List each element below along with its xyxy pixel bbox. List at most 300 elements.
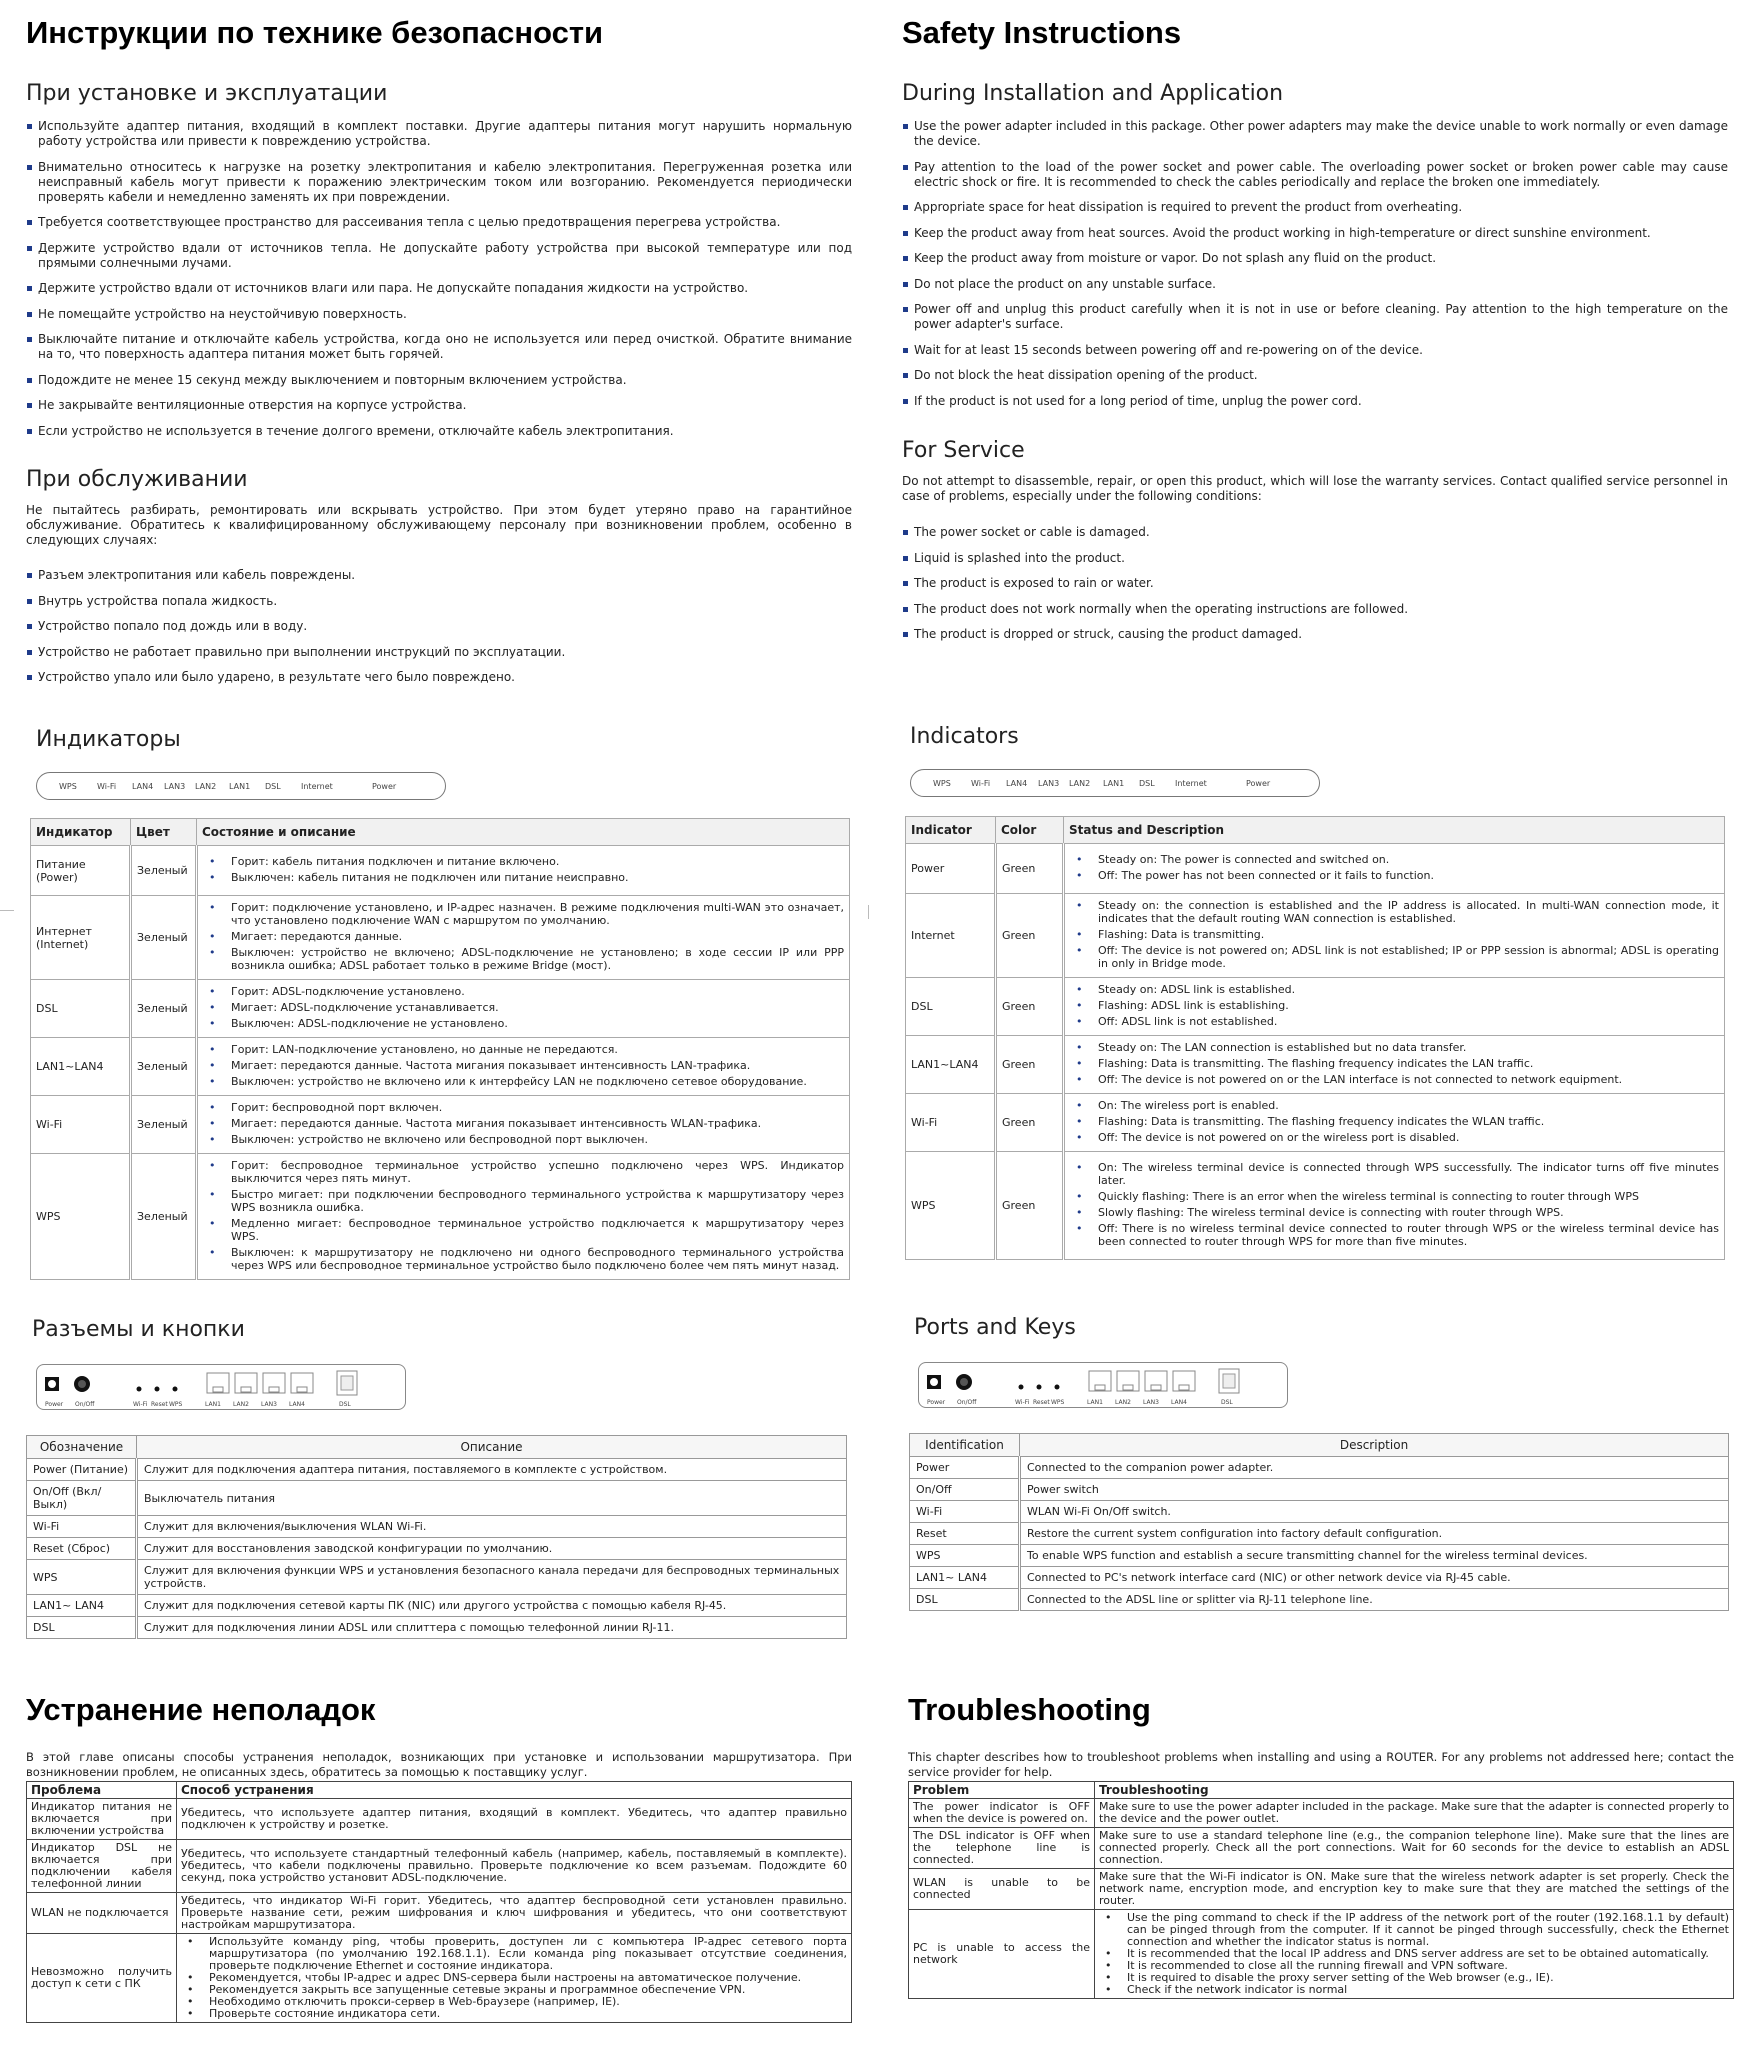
list-item: Внутрь устройства попала жидкость. [26, 594, 852, 609]
solution-cell: Убедитесь, что используете адаптер питания, входящий в комплект. Убедитесь, что адаптер правильно подключен к устройству и розетке. [177, 1799, 852, 1840]
column-header: Identification [910, 1434, 1020, 1457]
problem-cell: Невозможно получить доступ к сети с ПК [27, 1934, 177, 2023]
indicator-description [197, 980, 850, 1038]
table-row [906, 1094, 1725, 1152]
status-item: • Выключен: ADSL-подключение не установлено. [203, 1017, 844, 1030]
solution-item: • Используйте команду ping, чтобы проверить, доступен ли с компьютера IP-адрес сетевого порта маршрутизатора (по умолчанию 192.168.1.1). Если команда ping показывает отсутствие соединения, проверьте подключение Ethernet и состояние индикатора. [181, 1936, 847, 1972]
port-label: On/Off [957, 1399, 977, 1406]
solution-cell: Make sure to use a standard telephone line (e.g., the companion telephone line). Make sure that the lines are connected properly. Check all the port connections. Wait for 60 seconds for the device to establish an ADSL connection. [1095, 1828, 1734, 1869]
ru-service-heading: При обслуживании [26, 467, 248, 492]
indicator-name: WPS [906, 1152, 996, 1260]
indicator-color: Зеленый [131, 1096, 197, 1154]
problem-cell: Индикатор DSL не включается при подключении кабеля телефонной линии [27, 1840, 177, 1893]
port-label: Reset [151, 1401, 168, 1408]
lan-port-latch [269, 1387, 279, 1392]
status-list [1070, 853, 1719, 882]
status-item: • Горит: ADSL-подключение установлено. [203, 985, 844, 998]
solution-cell: Make sure to use the power adapter included in the package. Make sure that the adapter is connected properly to the device and the power outlet. [1095, 1799, 1734, 1828]
en-service-intro: Do not attempt to disassemble, repair, or open this product, which will lose the warranty services. Contact qualified service personnel in case of problems, especially under the following conditions: [902, 474, 1728, 503]
status-list [203, 985, 844, 1030]
solution-item: • Check if the network indicator is normal [1099, 1984, 1729, 1996]
table-row [910, 1523, 1729, 1545]
indicator-color: Зеленый [131, 980, 197, 1038]
ru-indicators-table-wrap [30, 818, 850, 1280]
key-description: Connected to the ADSL line or splitter via RJ-11 telephone line. [1020, 1589, 1729, 1611]
status-item: • Flashing: Data is transmitting. [1070, 928, 1719, 941]
lan-port-latch [241, 1387, 251, 1392]
status-item: • On: The wireless terminal device is connected through WPS successfully. The indicator turns off five minutes later. [1070, 1161, 1719, 1187]
status-item: • Выключен: к маршрутизатору не подключено ни одного беспроводного терминального устройства через WPS или беспроводное терминальное устройство было подключено более чем пять минут назад. [203, 1246, 844, 1272]
key-description: Служит для подключения адаптера питания, поставляемого в комплекте с устройством. [137, 1459, 847, 1481]
en-install-heading: During Installation and Application [902, 81, 1284, 106]
problem-cell: WLAN не подключается [27, 1893, 177, 1934]
table-row [31, 1096, 850, 1154]
list-item: Keep the product away from heat sources. Avoid the product working in high-temperature or direct sunshine environment. [902, 226, 1728, 241]
dsl-port-inner [341, 1376, 353, 1390]
port-label: DSL [339, 1401, 351, 1408]
status-list [203, 1159, 844, 1272]
en-led-panel [910, 769, 1320, 797]
table-header-row [910, 1434, 1729, 1457]
table-row [910, 1567, 1729, 1589]
indicator-name: Wi-Fi [31, 1096, 131, 1154]
led-label: LAN3 [1038, 779, 1060, 788]
list-item: Do not place the product on any unstable surface. [902, 277, 1728, 292]
ru-service-intro: Не пытайтесь разбирать, ремонтировать или вскрывать устройство. При этом будет утеряно право на гарантийное обслуживание. Обратитесь к квалифицированному обслуживающему персоналу при возникновении проблем, особенно в следующих случаях: [26, 503, 852, 547]
table-row [27, 1560, 847, 1595]
status-item: • Off: The device is not powered on; ADSL link is not established; IP or PPP session is abnormal; ADSL is operating in only in Bridge mode. [1070, 944, 1719, 970]
port-label: LAN2 [1115, 1399, 1131, 1406]
table-row [31, 1038, 850, 1096]
ru-indicators-heading: Индикаторы [36, 727, 181, 752]
ru-ports-heading: Разъемы и кнопки [32, 1317, 245, 1342]
key-identification: WPS [27, 1560, 137, 1595]
column-header: Description [1020, 1434, 1729, 1457]
column-header: Indicator [906, 817, 996, 844]
indicator-name: WPS [31, 1154, 131, 1280]
indicator-color: Зеленый [131, 1154, 197, 1280]
en-page-title: Safety Instructions [902, 15, 1182, 50]
status-item: • Flashing: ADSL link is establishing. [1070, 999, 1719, 1012]
table-header-row [906, 817, 1725, 844]
list-item: Wait for at least 15 seconds between powering off and re-powering on of the device. [902, 343, 1728, 358]
led-label: WPS [933, 779, 951, 788]
port-label: LAN1 [1087, 1399, 1103, 1406]
status-item: • Горит: LAN-подключение установлено, но данные не передаются. [203, 1043, 844, 1056]
list-item: Если устройство не используется в течение долгого времени, отключайте кабель электропитания. [26, 424, 852, 439]
list-item: Liquid is splashed into the product. [902, 551, 1728, 566]
status-item: • Медленно мигает: беспроводное терминальное устройство подключается к маршрутизатору через WPS. [203, 1217, 844, 1243]
led-label: LAN2 [1069, 779, 1091, 788]
indicator-description [197, 896, 850, 980]
problem-cell: The DSL indicator is OFF when the telephone line is connected. [909, 1828, 1095, 1869]
lan-port-latch [1151, 1385, 1161, 1390]
indicator-description [197, 1038, 850, 1096]
button-dot-icon [1055, 1385, 1060, 1390]
table-row [906, 894, 1725, 978]
status-item: • Выключен: кабель питания не подключен или питание неисправно. [203, 871, 844, 884]
status-item: • Горит: беспроводной порт включен. [203, 1101, 844, 1114]
list-item: The product is dropped or struck, causing the product damaged. [902, 627, 1728, 642]
indicator-color: Зеленый [131, 846, 197, 896]
led-label: LAN4 [1006, 779, 1028, 788]
solution-list [181, 1936, 847, 2020]
status-item: • Горит: подключение установлено, и IP-адрес назначен. В режиме подключения multi-WAN это означает, что установлено подключение WAN с маршрутом по умолчанию. [203, 901, 844, 927]
table-row [909, 1869, 1734, 1910]
lan-port-latch [1179, 1385, 1189, 1390]
indicator-description [197, 1154, 850, 1280]
table-row [909, 1910, 1734, 1999]
list-item: The product does not work normally when the operating instructions are followed. [902, 602, 1728, 617]
ru-troubleshooting-intro: В этой главе описаны способы устранения неполадок, возникающих при установке и использовании маршрутизатора. При возникновении проблем, не описанных здесь, обратитесь за помощью к поставщику услуг. [26, 1750, 852, 1779]
key-description: Служит для включения/выключения WLAN Wi-Fi. [137, 1516, 847, 1538]
solution-item: • Необходимо отключить прокси-сервер в Web-браузере (например, IE). [181, 1996, 847, 2008]
table-row [910, 1589, 1729, 1611]
key-identification: LAN1~ LAN4 [27, 1595, 137, 1617]
status-item: • Steady on: The LAN connection is established but no data transfer. [1070, 1041, 1719, 1054]
table-row [910, 1545, 1729, 1567]
lan-port-latch [213, 1387, 223, 1392]
list-item: Do not block the heat dissipation opening of the product. [902, 368, 1728, 383]
key-identification: Reset [910, 1523, 1020, 1545]
status-item: • Выключен: устройство не включено или беспроводной порт выключен. [203, 1133, 844, 1146]
key-identification: DSL [910, 1589, 1020, 1611]
indicator-name: Internet [906, 894, 996, 978]
list-item: Use the power adapter included in this package. Other power adapters may make the device unable to work normally or even damage the device. [902, 119, 1728, 149]
indicator-color: Green [996, 1094, 1064, 1152]
solution-item: • It is recommended that the local IP address and DNS server address are set to be obtained automatically. [1099, 1948, 1729, 1960]
solution-cell: Убедитесь, что используете стандартный телефонный кабель (например, кабель, поставляемый в комплекте). Убедитесь, что кабели подключены правильно. Проверьте подключение ко всем разъемам. Подождите 60 секунд, пока устройство установит ADSL-подключение. [177, 1840, 852, 1893]
table-row [27, 1595, 847, 1617]
led-label: Internet [301, 782, 333, 791]
solution-cell: Убедитесь, что индикатор Wi-Fi горит. Убедитесь, что адаптер беспроводной сети установлен правильно. Проверьте название сети, режим шифрования и ключ шифрования и убедитесь, что они соответствуют настройкам маршрутизатора. [177, 1893, 852, 1934]
key-identification: WPS [910, 1545, 1020, 1567]
status-list [203, 901, 844, 972]
en-ts-table-wrap [908, 1781, 1734, 1999]
table-row [910, 1479, 1729, 1501]
status-list [1070, 899, 1719, 970]
led-label: WPS [59, 782, 77, 791]
dsl-port-inner [1223, 1374, 1235, 1388]
port-label: Reset [1033, 1399, 1050, 1406]
on-off-switch-center [78, 1380, 86, 1388]
table-row [906, 978, 1725, 1036]
column-header: Описание [137, 1436, 847, 1459]
indicator-description [197, 846, 850, 896]
indicator-name: Wi-Fi [906, 1094, 996, 1152]
table-row [31, 980, 850, 1038]
column-header: Способ устранения [177, 1782, 852, 1799]
left-edge-mark [0, 910, 14, 911]
status-list [1070, 1041, 1719, 1086]
table-row [909, 1799, 1734, 1828]
table-row [31, 896, 850, 980]
column-header: Индикатор [31, 819, 131, 846]
en-keys-table [909, 1433, 1729, 1611]
port-label: Power [45, 1401, 64, 1408]
key-identification: Power (Питание) [27, 1459, 137, 1481]
led-label: LAN4 [132, 782, 154, 791]
status-list [203, 1043, 844, 1088]
port-label: Power [927, 1399, 946, 1406]
key-description: Служит для подключения линии ADSL или сплиттера с помощью телефонной линии RJ-11. [137, 1617, 847, 1639]
table-row [27, 1617, 847, 1639]
led-label: LAN3 [164, 782, 186, 791]
indicator-name: LAN1~LAN4 [31, 1038, 131, 1096]
port-label: WPS [169, 1401, 183, 1408]
indicator-description [1064, 1094, 1725, 1152]
table-header-row [909, 1782, 1734, 1799]
key-identification: Power [910, 1457, 1020, 1479]
status-item: • Steady on: The power is connected and switched on. [1070, 853, 1719, 866]
problem-cell: The power indicator is OFF when the device is powered on. [909, 1799, 1095, 1828]
status-item: • Горит: кабель питания подключен и питание включено. [203, 855, 844, 868]
status-item: • Off: There is no wireless terminal device connected to router through WPS or the wireless terminal device has been connected to router through WPS for more than five minutes. [1070, 1222, 1719, 1248]
key-description: Power switch [1020, 1479, 1729, 1501]
lan-port-latch [1095, 1385, 1105, 1390]
status-item: • Flashing: Data is transmitting. The flashing frequency indicates the LAN traffic. [1070, 1057, 1719, 1070]
key-identification: Wi-Fi [27, 1516, 137, 1538]
table-row [906, 1152, 1725, 1260]
key-description: Connected to PC's network interface card (NIC) or other network device via RJ-45 cable. [1020, 1567, 1729, 1589]
status-item: • Горит: беспроводное терминальное устройство успешно подключено через WPS. Индикатор выключится через пять минут. [203, 1159, 844, 1185]
status-item: • Выключен: устройство не включено; ADSL-подключение не установлено; в ходе сессии IP или PPP возникла ошибка; ADSL работает только в режиме Bridge (мост). [203, 946, 844, 972]
en-indicators-table-wrap [905, 816, 1725, 1260]
indicator-name: DSL [31, 980, 131, 1038]
list-item: The power socket or cable is damaged. [902, 525, 1728, 540]
status-item: • Quickly flashing: There is an error when the wireless terminal is connecting to router through WPS [1070, 1190, 1719, 1203]
lan-port-latch [1123, 1385, 1133, 1390]
ru-service-list [26, 568, 852, 696]
indicator-description [1064, 978, 1725, 1036]
status-list [203, 1101, 844, 1146]
ports-drawing [919, 1363, 1289, 1409]
button-dot-icon [137, 1387, 142, 1392]
button-dot-icon [155, 1387, 160, 1392]
list-item: Держите устройство вдали от источников влаги или пара. Не допускайте попадания жидкости на устройство. [26, 281, 852, 296]
solution-item: • Use the ping command to check if the IP address of the network port of the router (192.168.1.1 by default) can be pinged through from the computer. If it cannot be pinged through successfully, check the Ethernet connection and whether the indicator status is normal. [1099, 1912, 1729, 1948]
problem-cell: Индикатор питания не включается при включении устройства [27, 1799, 177, 1840]
table-row [906, 844, 1725, 894]
status-item: • Мигает: передаются данные. Частота мигания показывает интенсивность LAN-трафика. [203, 1059, 844, 1072]
list-item: The product is exposed to rain or water. [902, 576, 1728, 591]
key-description: Служит для подключения сетевой карты ПК (NIC) или другого устройства с помощью кабеля RJ-45. [137, 1595, 847, 1617]
table-row [27, 1934, 852, 2023]
status-item: • Off: ADSL link is not established. [1070, 1015, 1719, 1028]
table-row [27, 1516, 847, 1538]
lan-port-latch [297, 1387, 307, 1392]
button-dot-icon [1037, 1385, 1042, 1390]
status-item: • Steady on: ADSL link is established. [1070, 983, 1719, 996]
port-label: LAN2 [233, 1401, 249, 1408]
led-label: LAN1 [229, 782, 251, 791]
solution-item: • Проверьте состояние индикатора сети. [181, 2008, 847, 2020]
indicator-name: Power [906, 844, 996, 894]
column-header: Обозначение [27, 1436, 137, 1459]
indicator-description [1064, 844, 1725, 894]
list-item: Не закрывайте вентиляционные отверстия на корпусе устройства. [26, 398, 852, 413]
solution-item: • Рекомендуется закрыть все запущенные сетевые экраны и программное обеспечение VPN. [181, 1984, 847, 1996]
solution-cell: Make sure that the Wi-Fi indicator is ON. Make sure that the wireless network adapter is set properly. Check the network name, encryption mode, and encryption key to make sure that they are matched the settings of the router. [1095, 1869, 1734, 1910]
on-off-switch-center [960, 1378, 968, 1386]
indicator-color: Зеленый [131, 1038, 197, 1096]
column-header: Цвет [131, 819, 197, 846]
list-item: Устройство упало или было ударено, в результате чего было повреждено. [26, 670, 852, 685]
en-ports-panel [918, 1362, 1288, 1408]
led-label: Wi-Fi [971, 779, 991, 788]
key-description: To enable WPS function and establish a secure transmitting channel for the wireless terminal devices. [1020, 1545, 1729, 1567]
key-identification: On/Off [910, 1479, 1020, 1501]
status-item: • Off: The device is not powered on or the LAN interface is not connected to network equipment. [1070, 1073, 1719, 1086]
column-header: Color [996, 817, 1064, 844]
indicator-name: Интернет (Internet) [31, 896, 131, 980]
port-label: LAN4 [289, 1401, 305, 1408]
status-item: • Flashing: Data is transmitting. The flashing frequency indicates the WLAN traffic. [1070, 1115, 1719, 1128]
port-label: LAN3 [261, 1401, 277, 1408]
table-row [910, 1501, 1729, 1523]
ru-troubleshooting-table [26, 1781, 852, 2023]
led-label: DSL [1139, 779, 1155, 788]
center-divider-mark [868, 905, 869, 919]
solution-cell [1095, 1910, 1734, 1999]
key-identification: On/Off (Вкл/Выкл) [27, 1481, 137, 1516]
solution-item: • It is required to disable the proxy server setting of the Web browser (e.g., IE). [1099, 1972, 1729, 1984]
button-dot-icon [173, 1387, 178, 1392]
problem-cell: PC is unable to access the network [909, 1910, 1095, 1999]
port-label: Wi-Fi [1015, 1399, 1030, 1406]
status-item: • Steady on: the connection is established and the IP address is allocated. In multi-WAN connection mode, it indicates that the default routing WAN connection is established. [1070, 899, 1719, 925]
status-list [203, 855, 844, 884]
indicator-name: Питание (Power) [31, 846, 131, 896]
table-row [909, 1828, 1734, 1869]
key-description: Restore the current system configuration into factory default configuration. [1020, 1523, 1729, 1545]
ru-install-heading: При установке и эксплуатации [26, 81, 388, 106]
en-troubleshooting-intro: This chapter describes how to troubleshoot problems when installing and using a ROUTER. For any problems not addressed here; contact the service provider for help. [908, 1750, 1734, 1779]
en-service-heading: For Service [902, 438, 1025, 463]
en-ports-heading: Ports and Keys [914, 1315, 1076, 1340]
solution-list [1099, 1912, 1729, 1996]
column-header: Состояние и описание [197, 819, 850, 846]
key-description: WLAN Wi-Fi On/Off switch. [1020, 1501, 1729, 1523]
table-row [910, 1457, 1729, 1479]
indicator-name: DSL [906, 978, 996, 1036]
column-header: Troubleshooting [1095, 1782, 1734, 1799]
column-header: Проблема [27, 1782, 177, 1799]
key-identification: Wi-Fi [910, 1501, 1020, 1523]
list-item: Используйте адаптер питания, входящий в комплект поставки. Другие адаптеры питания могут нарушить нормальную работу устройства или привести к повреждению устройства. [26, 119, 852, 149]
ru-led-panel [36, 772, 446, 800]
indicator-description [1064, 894, 1725, 978]
table-header-row [27, 1436, 847, 1459]
key-description: Служит для восстановления заводской конфигурации по умолчанию. [137, 1538, 847, 1560]
led-label: Internet [1175, 779, 1207, 788]
en-install-list [902, 119, 1728, 419]
power-jack-hole [48, 1380, 56, 1388]
en-keys-table-wrap [909, 1433, 1729, 1611]
status-item: • Мигает: передаются данные. Частота мигания показывает интенсивность WLAN-трафика. [203, 1117, 844, 1130]
port-label: LAN1 [205, 1401, 221, 1408]
list-item: Pay attention to the load of the power socket and power cable. The overloading power socket or broken power cable may cause electric shock or fire. It is recommended to check the cables periodically and replace the broken one immediately. [902, 160, 1728, 190]
led-label: Wi-Fi [97, 782, 117, 791]
port-label: Wi-Fi [133, 1401, 148, 1408]
list-item: Power off and unplug this product carefully when it is not in use or before cleaning. Pay attention to the high temperature on the power adapter's surface. [902, 302, 1728, 332]
indicator-color: Green [996, 894, 1064, 978]
table-header-row [31, 819, 850, 846]
indicator-color: Зеленый [131, 896, 197, 980]
key-description: Служит для включения функции WPS и установления безопасного канала передачи для беспроводных терминальных устройств. [137, 1560, 847, 1595]
indicator-description [197, 1096, 850, 1154]
status-list [1070, 983, 1719, 1028]
port-label: LAN4 [1171, 1399, 1187, 1406]
status-item: • Off: The power has not been connected or it fails to function. [1070, 869, 1719, 882]
status-item: • Быстро мигает: при подключении беспроводного терминального устройства к маршрутизатору через WPS возникла ошибка. [203, 1188, 844, 1214]
indicator-color: Green [996, 978, 1064, 1036]
list-item: Выключайте питание и отключайте кабель устройства, когда оно не используется или перед очисткой. Обратите внимание на то, что поверхность адаптера питания может быть горячей. [26, 332, 852, 362]
solution-item: • Рекомендуется, чтобы IP-адрес и адрес DNS-сервера были настроены на автоматическое получение. [181, 1972, 847, 1984]
port-label: WPS [1051, 1399, 1065, 1406]
key-description: Выключатель питания [137, 1481, 847, 1516]
list-item: Устройство не работает правильно при выполнении инструкций по эксплуатации. [26, 645, 852, 660]
indicator-color: Green [996, 844, 1064, 894]
list-item: Внимательно относитесь к нагрузке на розетку электропитания и кабелю электропитания. Перегруженная розетка или неисправный кабель могут привести к поражению электрическим током или возгоранию. Рекомендуется периодически проверять кабели и немедленно заменять их при повреждении. [26, 160, 852, 205]
list-item: If the product is not used for a long period of time, unplug the power cord. [902, 394, 1728, 409]
en-indicators-table [905, 816, 1725, 1260]
en-indicators-heading: Indicators [910, 724, 1019, 749]
key-identification: DSL [27, 1617, 137, 1639]
table-row [27, 1893, 852, 1934]
indicator-color: Green [996, 1152, 1064, 1260]
table-row [27, 1481, 847, 1516]
ru-troubleshooting-title: Устранение неполадок [26, 1692, 376, 1727]
indicator-description [1064, 1036, 1725, 1094]
status-item: • On: The wireless port is enabled. [1070, 1099, 1719, 1112]
solution-item: • It is recommended to close all the running firewall and VPN software. [1099, 1960, 1729, 1972]
column-header: Problem [909, 1782, 1095, 1799]
list-item: Держите устройство вдали от источников тепла. Не допускайте работу устройства при высокой температуре или под прямыми солнечными лучами. [26, 241, 852, 271]
column-header: Status and Description [1064, 817, 1725, 844]
list-item: Устройство попало под дождь или в воду. [26, 619, 852, 634]
port-label: DSL [1221, 1399, 1233, 1406]
ru-keys-table-wrap [26, 1435, 847, 1639]
status-list [1070, 1099, 1719, 1144]
power-jack-hole [930, 1378, 938, 1386]
led-label: Power [1246, 779, 1271, 788]
ru-indicators-table [30, 818, 850, 1280]
ru-ports-panel [36, 1364, 406, 1410]
status-list [1070, 1161, 1719, 1248]
en-troubleshooting-title: Troubleshooting [908, 1692, 1151, 1727]
ru-install-list [26, 119, 852, 449]
status-item: • Мигает: ADSL-подключение устанавливается. [203, 1001, 844, 1014]
led-label: DSL [265, 782, 281, 791]
key-description: Connected to the companion power adapter. [1020, 1457, 1729, 1479]
button-dot-icon [1019, 1385, 1024, 1390]
en-troubleshooting-table [908, 1781, 1734, 1999]
ru-keys-table [26, 1435, 847, 1639]
indicator-description [1064, 1152, 1725, 1260]
list-item: Не помещайте устройство на неустойчивую поверхность. [26, 307, 852, 322]
status-item: • Мигает: передаются данные. [203, 930, 844, 943]
table-row [27, 1538, 847, 1560]
key-identification: LAN1~ LAN4 [910, 1567, 1020, 1589]
list-item: Требуется соответствующее пространство для рассеивания тепла с целью предотвращения перегрева устройства. [26, 215, 852, 230]
ports-drawing [37, 1365, 407, 1411]
ru-page-title: Инструкции по технике безопасности [26, 15, 604, 50]
table-header-row [27, 1782, 852, 1799]
solution-cell [177, 1934, 852, 2023]
en-service-list [902, 525, 1728, 653]
table-row [31, 846, 850, 896]
